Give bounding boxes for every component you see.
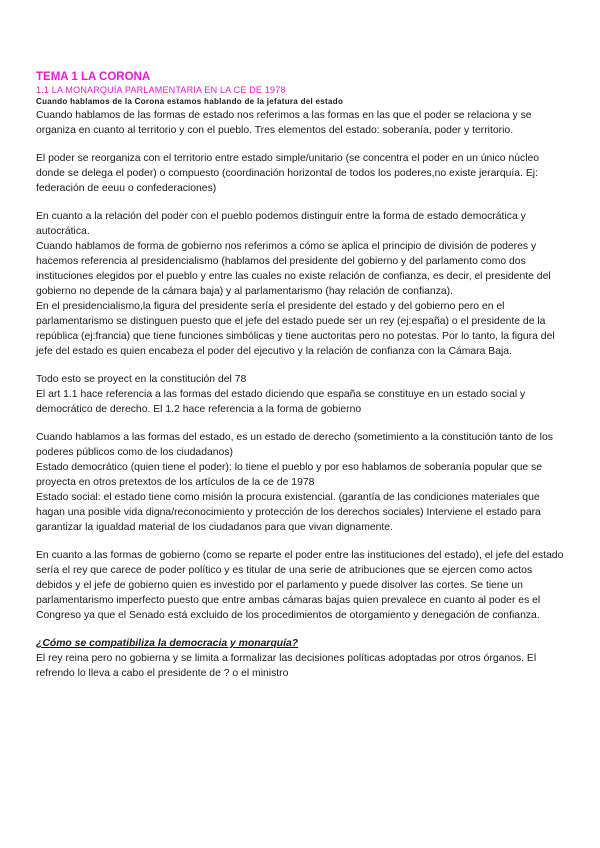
- section-question: ¿Cómo se compatibiliza la democracia y monarquía?: [36, 638, 299, 649]
- section-subtitle: 1.1 LA MONARQUÍA PARLAMENTARIA EN LA CE DE 1978: [36, 85, 286, 95]
- document-body: [36, 108, 566, 681]
- closing-paragraph: El rey reina pero no gobierna y se limita a formalizar las decisiones políticas adoptadas por otros órganos. El refrendo lo lleva a cabo el presidente de ? o el ministro: [36, 653, 537, 679]
- paragraph: En el presidencialismo,la figura del presidente sería el presidente del estado y del gobierno pero en el parlamentarismo se distinguen puesto que el jefe del estado puede ser un rey (ej:españa) o el presidente de la república (ej:francia) que tiene funciones simbólicas y tiene auctoritas pero no potestas. Por lo tanto, la figura del jefe del estado es quien encabeza el poder del ejecutivo y la relación de confianza con la Cámara Baja.: [36, 301, 555, 357]
- paragraph: Cuando hablamos de las formas de estado nos referimos a las formas en las que el poder se relaciona y se organiza en cuanto al territorio y con el pueblo. Tres elementos del estado: soberanía, poder y territorio.: [36, 110, 532, 136]
- paragraph: El poder se reorganiza con el territorio entre estado simple/unitario (se concentra el poder en un único núcleo donde se delega el poder) o compuesto (coordinación horizontal de todos los poderes,no existe jerarquía. Ej: federación de eeuu o confederaciones): [36, 153, 540, 194]
- document-content: [36, 70, 566, 681]
- paragraph: Cuando hablamos de forma de gobierno nos referimos a cómo se aplica el principio de división de poderes y hacemos referencia al presidencialismo (hablamos del presidente del gobierno y del parlamento como dos instituciones elegidos por el pueblo y entre las cuales no existe relación de confianza, es decir, el presidente del gobierno no depende de la cámara baja) y al parlamentarismo (hay relación de confianza).: [36, 241, 551, 297]
- paragraph: En cuanto a las formas de gobierno (como se reparte el poder entre las instituciones del estado), el jefe del estado sería el rey que carece de poder político y es titular de una serie de atribuciones que se ejercen como actos debidos y el jefe de gobierno quien es investido por el parlamento y puede disolver las cortes. Se tiene un parlamentarismo imperfecto puesto que entre ambas cámaras bajas quien prevalece en cuanto al poder es el Congreso ya que el Senado está excluido de los procedimientos de otorgamiento y denegación de confianza.: [36, 550, 564, 621]
- lead-sentence: Cuando hablamos de la Corona estamos hablando de la jefatura del estado: [36, 97, 344, 106]
- paragraph: En cuanto a la relación del poder con el pueblo podemos distinguir entre la forma de estado democrática y autocrática.: [36, 211, 526, 237]
- paragraph: Cuando hablamos a las formas del estado, es un estado de derecho (sometimiento a la constitución tanto de los poderes públicos como de los ciudadanos): [36, 432, 553, 458]
- paragraph: Todo esto se proyect en la constitución del 78: [36, 374, 247, 385]
- paragraph: Estado democrático (quien tiene el poder): lo tiene el pueblo y por eso hablamos de soberanía popular que se proyecta en otros pretextos de los artículos de la ce de 1978: [36, 462, 543, 488]
- paragraph: El art 1.1 hace referencia a las formas del estado diciendo que españa se constituye en un estado social y democrático de derecho. El 1.2 hace referencia a la forma de gobierno: [36, 389, 526, 415]
- page-title: TEMA 1 LA CORONA: [36, 71, 151, 83]
- paragraph: Estado social: el estado tiene como misión la procura existencial. (garantía de las condiciones materiales que hagan una posible vida digna/reconocimiento y protección de los derechos sociales) Interviene el estado para garantizar la igualdad material de los ciudadanos para que vivan dignamente.: [36, 492, 541, 533]
